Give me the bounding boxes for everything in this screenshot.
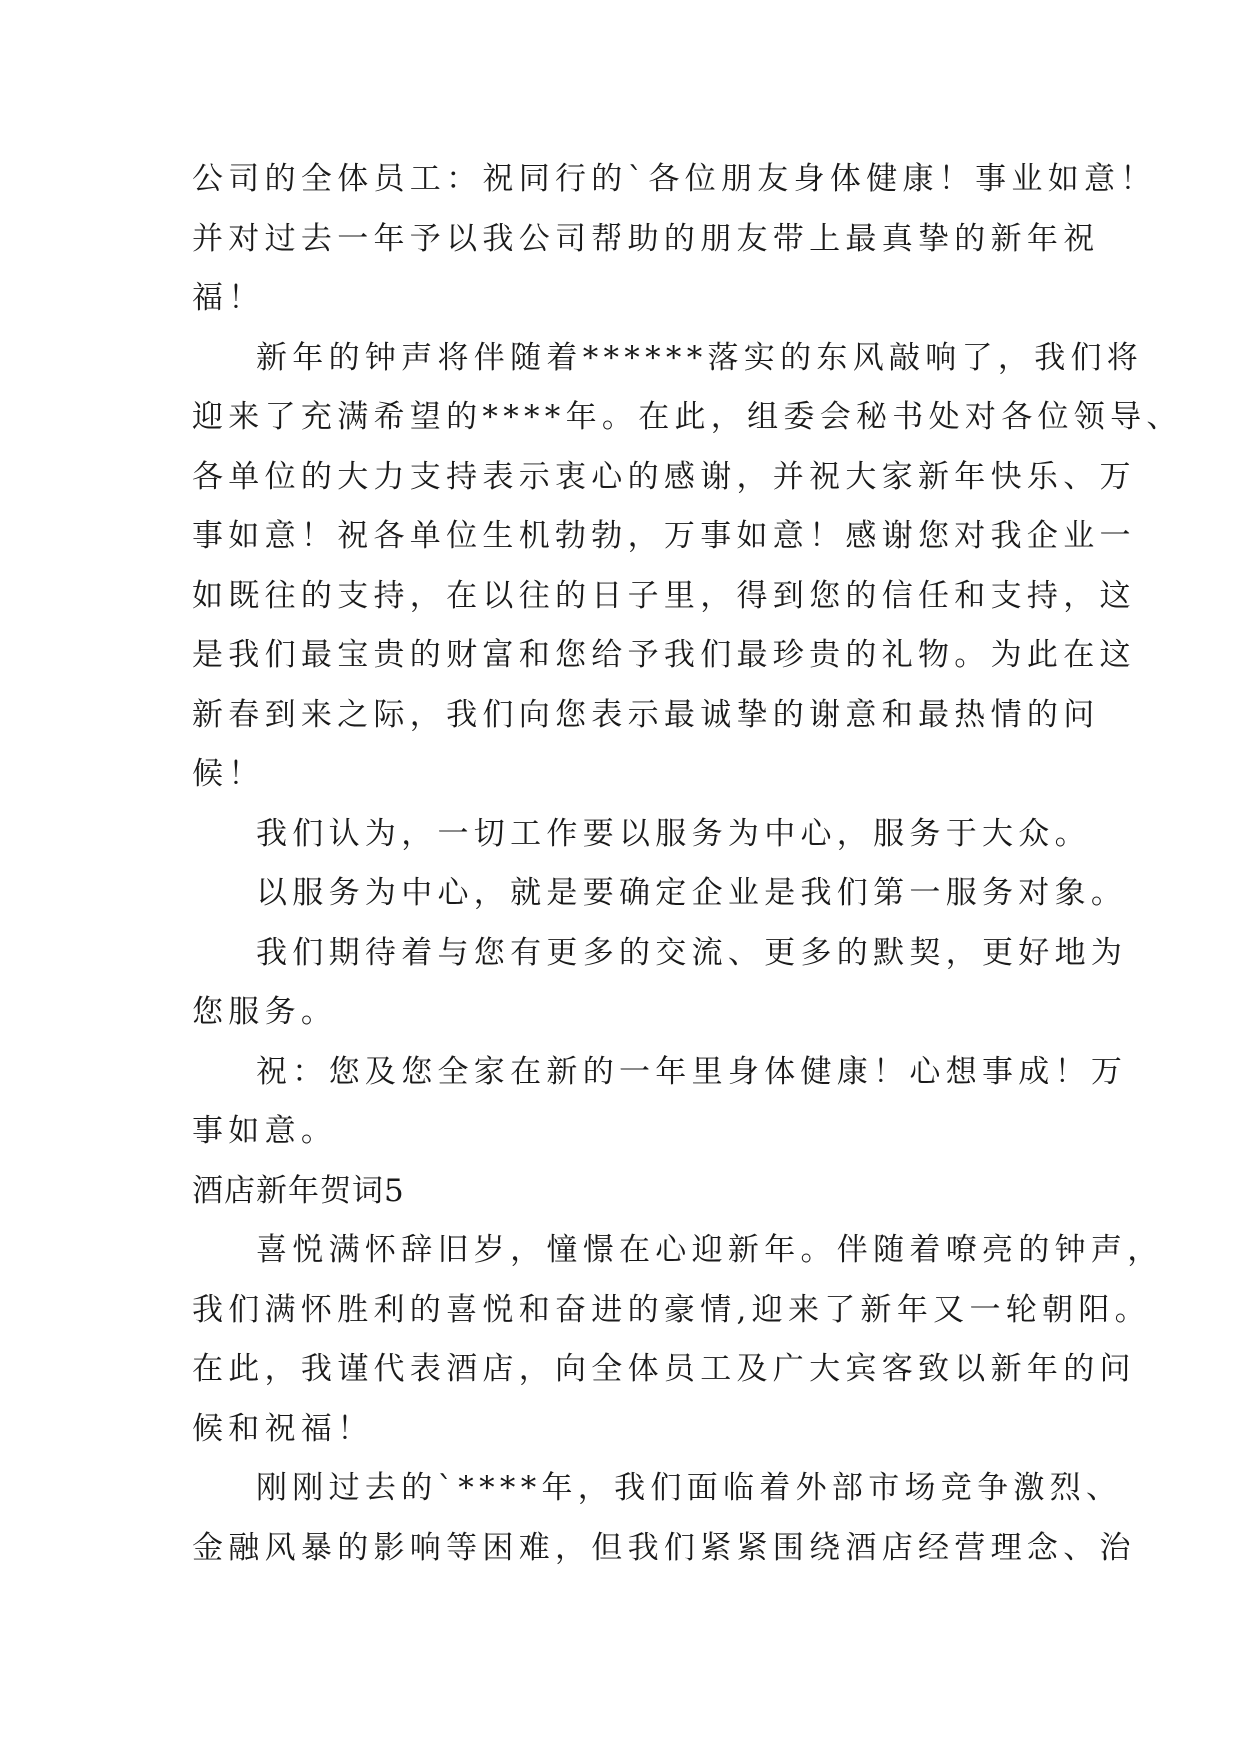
- text-line: 事如意。: [192, 1113, 338, 1149]
- text-line: 金融风暴的影响等困难，但我们紧紧围绕酒店经营理念、治: [192, 1529, 1136, 1566]
- text-line: 是我们最宝贵的财富和您给予我们最珍贵的礼物。为此在这: [192, 637, 1136, 673]
- text-line: 如既往的支持，在以往的日子里，得到您的信任和支持，这: [192, 577, 1136, 614]
- text-line: 在此，我谨代表酒店，向全体员工及广大宾客致以新年的问: [192, 1351, 1136, 1387]
- text-line: 各单位的大力支持表示衷心的感谢，并祝大家新年快乐、万: [192, 458, 1136, 495]
- paragraph-start-line: 新年的钟声将伴随着******落实的东风敲响了，我们将: [256, 339, 1144, 376]
- text-line: 新春到来之际，我们向您表示最诚挚的谢意和最热情的问: [192, 696, 1100, 733]
- paragraph-start-line: 以服务为中心，就是要确定企业是我们第一服务对象。: [256, 875, 1128, 911]
- text-line: 您服务。: [192, 994, 338, 1030]
- text-line: 公司的全体员工：祝同行的`各位朋友身体健康！事业如意！: [192, 161, 1157, 197]
- document-body: [192, 150, 1183, 1578]
- text-line: 候！: [192, 756, 265, 792]
- paragraph-start-line: 我们认为，一切工作要以服务为中心，服务于大众。: [256, 815, 1091, 852]
- paragraph-start-line: 祝：您及您全家在新的一年里身体健康！心想事成！万: [256, 1053, 1128, 1090]
- text-line: 我们满怀胜利的喜悦和奋进的豪情,迎来了新年又一轮朝阳。: [192, 1291, 1151, 1328]
- text-line: 事如意！祝各单位生机勃勃，万事如意！感谢您对我企业一: [192, 518, 1136, 554]
- paragraph-start-line: 喜悦满怀辞旧岁，憧憬在心迎新年。伴随着嘹亮的钟声，: [256, 1232, 1164, 1268]
- text-line: 福！: [192, 280, 265, 316]
- paragraph-start-line: 刚刚过去的`****年，我们面临着外部市场竞争激烈、: [256, 1470, 1123, 1506]
- section-heading: 酒店新年贺词5: [192, 1172, 405, 1209]
- text-line: 迎来了充满希望的****年。在此，组委会秘书处对各位领导、: [192, 399, 1183, 435]
- paragraph-start-line: 我们期待着与您有更多的交流、更多的默契，更好地为: [256, 934, 1128, 971]
- text-line: 并对过去一年予以我公司帮助的朋友带上最真挚的新年祝: [192, 220, 1100, 257]
- text-line: 候和祝福！: [192, 1410, 374, 1447]
